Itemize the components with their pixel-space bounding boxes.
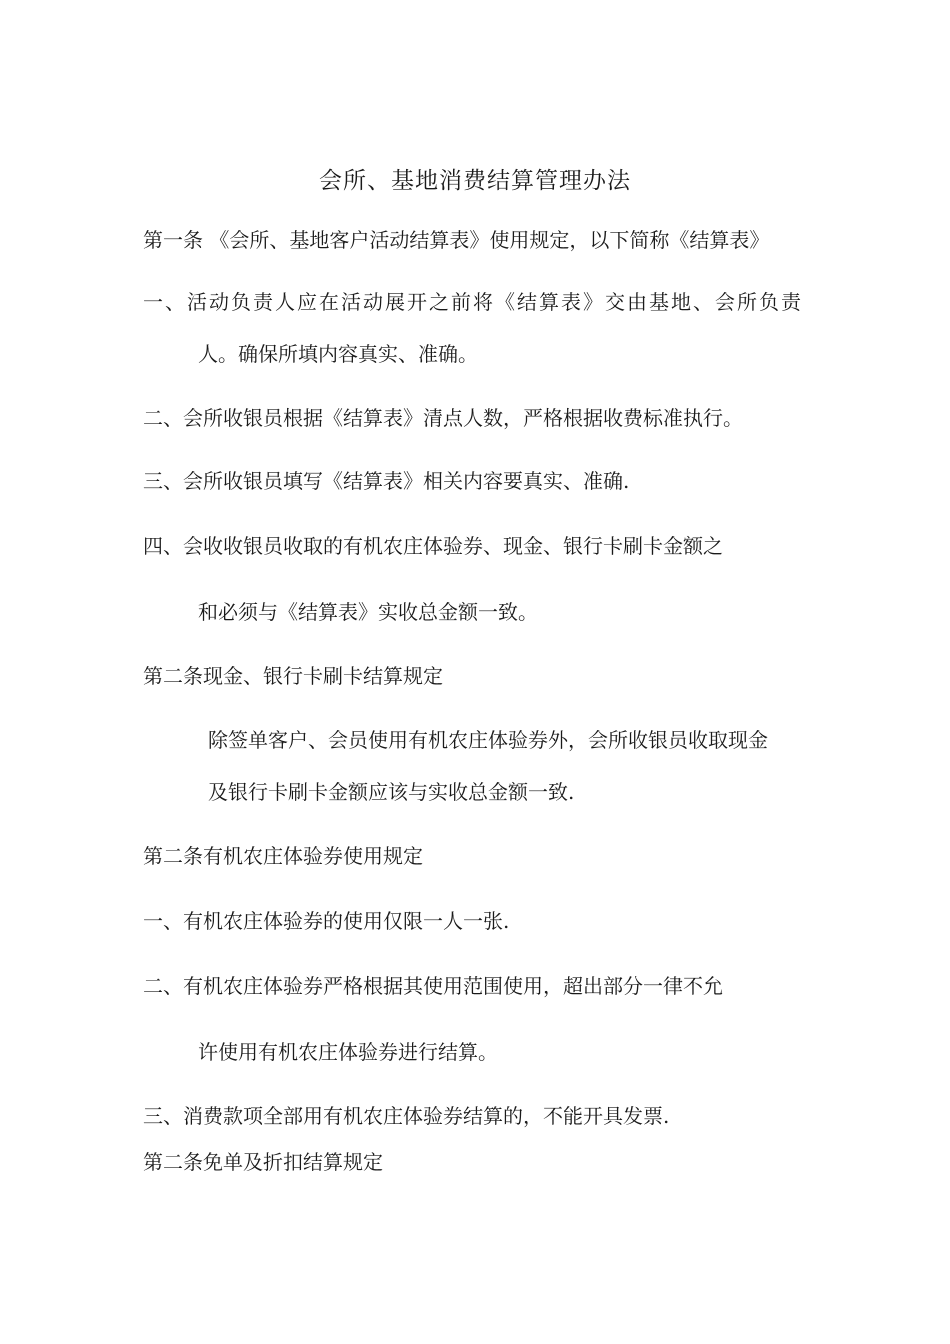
article-1-item-3: 三、会所收银员填写《结算表》相关内容要真实、准确. (143, 469, 630, 493)
article-1-item-4: 四、会收收银员收取的有机农庄体验券、现金、银行卡刷卡金额之 (143, 534, 723, 558)
article-3-item-2: 二、有机农庄体验券严格根据其使用范围使用，超出部分一律不允 (143, 974, 723, 998)
article-1-item-1: 一、活动负责人应在活动展开之前将《结算表》交由基地、会所负责 (143, 290, 803, 314)
article-1-item-4-cont: 和必须与《结算表》实收总金额一致。 (198, 600, 538, 624)
article-3-item-2-cont: 许使用有机农庄体验券进行结算。 (198, 1040, 498, 1064)
article-3-item-3: 三、消费款项全部用有机农庄体验券结算的，不能开具发票. (143, 1104, 670, 1128)
article-3-heading: 第二条有机农庄体验券使用规定 (143, 844, 423, 868)
document-title: 会所、基地消费结算管理办法 (319, 168, 631, 194)
article-3-item-1: 一、有机农庄体验券的使用仅限一人一张. (143, 909, 510, 933)
article-2-body: 除签单客户、会员使用有机农庄体验券外，会所收银员收取现金 (208, 728, 768, 752)
article-1-item-1-cont: 人。确保所填内容真实、准确。 (198, 342, 478, 366)
article-1-heading: 第一条 《会所、基地客户活动结算表》使用规定，以下简称《结算表》 (143, 228, 770, 252)
article-2-body-cont: 及银行卡刷卡金额应该与实收总金额一致. (208, 780, 575, 804)
article-2-heading: 第二条现金、银行卡刷卡结算规定 (143, 664, 443, 688)
article-4-heading: 第二条免单及折扣结算规定 (143, 1150, 383, 1174)
article-1-item-2: 二、会所收银员根据《结算表》清点人数，严格根据收费标准执行。 (143, 406, 743, 430)
